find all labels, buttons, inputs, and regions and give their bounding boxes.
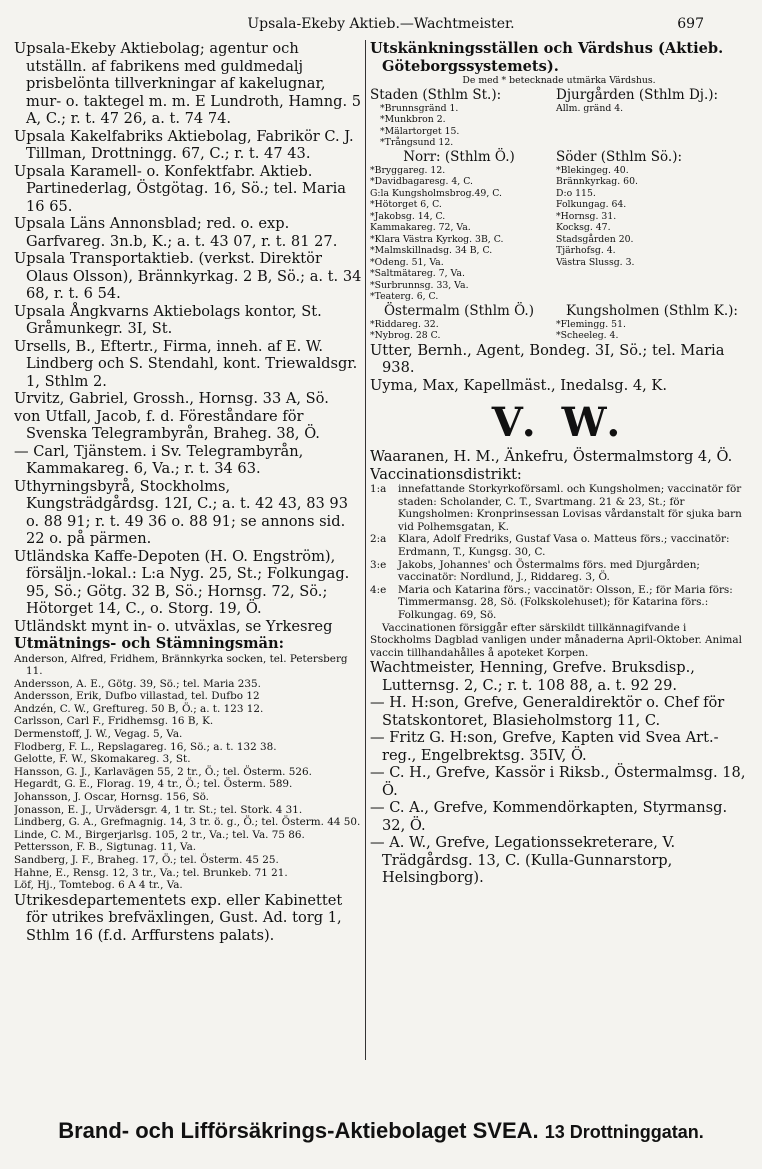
vaccination-district <box>370 483 748 533</box>
list-item: *Odeng. 51, Va. <box>370 256 444 268</box>
directory-entry: Utländskt mynt in- o. utväxlas, se Yrkesreg <box>14 617 333 635</box>
list-item: *Riddareg. 32. <box>370 318 439 330</box>
directory-entry: Uthyrningsbyrå, Stockholms, Kungsträdgårdsg. 12I, C.; a. t. 42 43, 83 93 o. 88 91; r. t. 49 36 o. 88 91; se annons sid. 22 o. på pärmen. <box>14 477 348 547</box>
staden-djurgarden-block <box>370 87 748 149</box>
vaccination-district <box>370 559 748 584</box>
utskank-title: Utskänkningsställen och Värdshus (Aktieb. Göteborgssystemets). <box>370 40 724 75</box>
list-item: — H. H:son, Grefve, Generaldirektör o. Chef för Statskontoret, Blasieholmstorg 11, C. <box>370 694 725 729</box>
district-text: Jakobs, Johannes' och Östermalms förs. med Djurgården; vaccinatör: Nordlund, J., Riddareg. 3, Ö. <box>398 558 700 584</box>
district-number: 4:e <box>370 583 387 596</box>
ostermalm-heading: Östermalm (Sthlm Ö.) <box>383 302 534 319</box>
section-heading-vw: V. W. <box>491 399 627 446</box>
list-item: G:la Kungsholmsbrog.49, C. <box>370 187 502 199</box>
entry-waaranen: Waaranen, H. M., Änkefru, Östermalmstorg 4, Ö. <box>370 448 733 465</box>
list-item: — C. A., Grefve, Kommendörkapten, Styrmansg. 32, Ö. <box>370 799 728 834</box>
directory-entry: — Carl, Tjänstem. i Sv. Telegrambyrån, Kammakareg. 6, Va.; r. t. 34 63. <box>14 442 304 477</box>
list-item: Tjärhofsg. 4. <box>556 245 616 256</box>
directory-entry: Gelotte, F. W., Skomakareg. 3, St. <box>14 753 191 766</box>
vaccination-district <box>370 584 748 622</box>
directory-entry: Utländska Kaffe-Depoten (H. O. Engström), försäljn.-lokal.: L:a Nyg. 25, St.; Folkungag. 95, Sö.; Götg. 32 B, Sö.; Hornsg. 72, Sö.; Hötorget 14, C., o. Storg. 19, Ö. <box>14 547 350 617</box>
ostermalm-kungsholmen-block <box>370 303 748 342</box>
list-item: *Saltmätareg. 7, Va. <box>370 268 465 279</box>
list-item: Allm. gränd 4. <box>556 102 624 114</box>
wachtmeister-entries <box>370 659 748 887</box>
directory-entry: Upsala Karamell- o. Konfektfabr. Aktieb. Partinederlag, Östgötag. 16, Sö.; tel. Maria 16 65. <box>14 162 346 215</box>
utskank-note: De med * betecknade utmärka Värdshus. <box>462 75 656 86</box>
list-item: *Teaterg. 6, C. <box>370 291 439 302</box>
page-header <box>0 16 762 38</box>
vaccination-district <box>370 533 748 558</box>
left-column <box>14 40 362 944</box>
list-item: Västra Slussg. 3. <box>556 256 635 268</box>
directory-entry: Upsala-Ekeby Aktiebolag; agentur och utställn. af fabrikens med guldmedalj prisbelönta tillverkningar af kakelugnar, mur- o. taktegel m. m. E Lundroth, Hamng. 5 A, C.; r. t. 47 26, a. t. 74 74. <box>14 40 362 127</box>
directory-entry: Hahne, E., Rensg. 12, 3 tr., Va.; tel. Brunkeb. 71 21. <box>14 866 288 879</box>
list-item: *Davidbagaresg. 4, C. <box>370 176 473 187</box>
list-item: *Hornsg. 31. <box>556 210 617 222</box>
directory-entry: Jonasson, E. J., Urvädersgr. 4, 1 tr. St.; tel. Stork. 4 31. <box>14 803 303 816</box>
list-item: *Blekingeg. 40. <box>556 164 629 176</box>
list-item: *Hötorget 6, C. <box>370 199 442 210</box>
directory-entry: Flodberg, F. L., Repslagareg. 16, Sö.; a. t. 132 38. <box>14 740 277 753</box>
district-text: innefattande Storkyrkoförsaml. och Kungsholmen; vaccinatör för staden: Scholander, C. T., Svartmang. 21 & 23, St.; för Kungsholmen: Kronprinsessan Lovisas vårdanstalt för sjuka barn vid Polhemsgatan, K. <box>398 483 742 533</box>
directory-entry: Carlsson, Carl F., Fridhemsg. 16 B, K. <box>14 715 214 728</box>
ostermalm-list <box>370 319 548 342</box>
directory-entry: Hansson, G. J., Karlavägen 55, 2 tr., Ö.; tel. Österm. 526. <box>14 765 312 778</box>
directory-entry: Andersson, Erik, Dufbo villastad, tel. Dufbo 12 <box>14 690 260 703</box>
soder-heading: Söder (Sthlm Sö.): <box>556 148 683 165</box>
directory-entry: Upsala Läns Annonsblad; red. o. exp. Garfvareg. 3n.b, K.; a. t. 43 07, r. t. 81 27. <box>14 215 338 250</box>
list-item: Wachtmeister, Henning, Grefve. Bruksdisp., Lutternsg. 2, C.; r. t. 108 88, a. t. 92 29. <box>370 659 695 694</box>
advert-address: 13 Drottninggatan. <box>544 1122 704 1142</box>
u-entries <box>370 342 748 395</box>
list-item: *Surbrunnsg. 33, Va. <box>370 279 469 291</box>
directory-entry: Upsala Transportaktieb. (verkst. Direktör Olaus Olsson), Brännkyrkag. 2 B, Sö.; a. t. 34 68, r. t. 6 54. <box>14 250 362 302</box>
staden-heading: Staden (Sthlm St.): <box>370 86 502 103</box>
list-item: *Mälartorget 15. <box>380 125 460 137</box>
directory-entry: von Utfall, Jacob, f. d. Föreståndare för Svenska Telegrambyrån, Braheg. 38, Ö. <box>14 407 320 442</box>
list-item: *Scheeleg. 4. <box>556 330 619 341</box>
list-item: — C. H., Grefve, Kassör i Riksb., Östermalmsg. 18, Ö. <box>370 764 746 799</box>
district-number: 2:a <box>370 533 387 546</box>
right-column <box>370 40 748 887</box>
district-text: Maria och Katarina förs.; vaccinatör: Olsson, E.; för Maria förs: Timmermansg. 28, Sö. (Folkskolehuset); för Katarina förs.: Folkungag. 69, Sö. <box>398 583 733 621</box>
directory-entry: Sandberg, J. F., Braheg. 17, Ö.; tel. Österm. 45 25. <box>14 854 279 866</box>
vaccination-heading: Vaccinationsdistrikt: <box>370 465 522 483</box>
vaccination-districts <box>370 483 748 622</box>
directory-entry: Utrikesdepartementets exp. eller Kabinettet för utrikes brefväxlingen, Gust. Ad. torg 1, Sthlm 16 (f.d. Arffurstens palats). <box>14 891 343 944</box>
list-item: Stadsgården 20. <box>556 233 634 245</box>
list-item: Utter, Bernh., Agent, Bondeg. 3I, Sö.; tel. Maria 938. <box>370 341 725 376</box>
list-item: — Fritz G. H:son, Grefve, Kapten vid Svea Art.-reg., Engelbrektsg. 35IV, Ö. <box>370 729 719 764</box>
list-item: *Bryggareg. 12. <box>370 164 446 176</box>
list-item: *Flemingg. 51. <box>556 318 626 330</box>
directory-entry: Upsala Kakelfabriks Aktiebolag, Fabrikör C. J. Tillman, Drottningg. 67, C.; r. t. 47 43. <box>14 127 354 162</box>
directory-entry: Utmätnings- och Stämningsmän: <box>14 635 284 652</box>
directory-entry: Linde, C. M., Birgerjarlsg. 105, 2 tr., Va.; tel. Va. 75 86. <box>14 828 305 841</box>
directory-entry: Dermenstoff, J. W., Vegag. 5, Va. <box>14 728 183 741</box>
kungsholmen-heading: Kungsholmen (Sthlm K.): <box>566 302 738 319</box>
djurgarden-heading: Djurgården (Sthlm Dj.): <box>556 86 719 103</box>
list-item: *Malmskillnadsg. 34 B, C. <box>370 245 493 256</box>
directory-entry: Andersson, A. E., Götg. 39, Sö.; tel. Maria 235. <box>14 677 261 690</box>
directory-entry: Urvitz, Gabriel, Grossh., Hornsg. 33 A, Sö. <box>14 390 329 407</box>
norr-soder-block <box>370 149 748 303</box>
list-item: Uyma, Max, Kapellmäst., Inedalsg. 4, K. <box>370 376 667 394</box>
list-item: *Nybrog. 28 C. <box>370 330 441 341</box>
list-item: Brännkyrkag. 60. <box>556 176 638 187</box>
directory-entry: Pettersson, F. B., Sigtunag. 11, Va. <box>14 841 197 854</box>
list-item: *Brunnsgränd 1. <box>380 102 459 114</box>
staden-list <box>370 103 548 149</box>
list-item: — A. W., Grefve, Legationssekreterare, V. Trädgårdsg. 13, C. (Kulla-Gunnarstorp, Helsingborg). <box>370 834 676 887</box>
directory-entry: Upsala Ångkvarns Aktiebolags kontor, St. Gråmunkegr. 3I, St. <box>14 302 322 337</box>
directory-entry: Hegardt, G. E., Florag. 19, 4 tr., Ö.; tel. Österm. 589. <box>14 778 293 791</box>
district-number: 1:a <box>370 483 387 495</box>
district-text: Klara, Adolf Fredriks, Gustaf Vasa o. Matteus förs.; vaccinatör: Erdmann, T., Kungsg. 30, C. <box>398 533 730 558</box>
list-item: D:o 115. <box>556 187 596 199</box>
list-item: *Trångsund 12. <box>380 137 454 148</box>
list-item: *Klara Västra Kyrkog. 3B, C. <box>370 233 504 245</box>
vaccination-note: Vaccinationen försiggår efter särskildt tillkännagifvande i Stockholms Dagblad vanligen under månaderna April-Oktober. Animal vaccin tillhandahålles å apoteket Korpen. <box>370 621 742 659</box>
list-item: Kocksg. 47. <box>556 222 611 233</box>
directory-entry: Ursells, B., Eftertr., Firma, inneh. af E. W. Lindberg och S. Stendahl, kont. Triewaldsgr. 1, Sthlm 2. <box>14 337 358 390</box>
soder-list <box>556 165 748 269</box>
list-item: *Munkbron 2. <box>380 114 446 125</box>
djurgarden-list <box>556 103 748 115</box>
directory-entry: Anderson, Alfred, Fridhem, Brännkyrka socken, tel. Petersberg 11. <box>14 652 348 678</box>
directory-entry: Andzén, C. W., Greftureg. 50 B, Ö.; a. t. 123 12. <box>14 702 264 715</box>
norr-list <box>370 165 548 303</box>
list-item: Kammakareg. 72, Va. <box>370 222 471 233</box>
advertisement-footer <box>0 1118 762 1144</box>
running-title: Upsala-Ekeby Aktieb.—Wachtmeister. <box>247 16 515 32</box>
page-number: 697 <box>677 16 704 32</box>
directory-entry: Johansson, J. Oscar, Hornsg. 156, Sö. <box>14 791 209 804</box>
list-item: Folkungag. 64. <box>556 199 627 210</box>
kungsholmen-list <box>556 319 748 342</box>
norr-heading: Norr: (Sthlm Ö.) <box>403 148 515 165</box>
column-divider <box>365 40 366 1060</box>
list-item: *Jakobsg. 14, C. <box>370 210 446 222</box>
advert-main: Brand- och Lifförsäkrings-Aktiebolaget SVEA. <box>58 1118 539 1143</box>
directory-entry: Löf, Hj., Tomtebog. 6 A 4 tr., Va. <box>14 879 183 892</box>
district-number: 3:e <box>370 558 387 571</box>
directory-entry: Lindberg, G. A., Grefmagnig. 14, 3 tr. ö. g., Ö.; tel. Österm. 44 50. <box>14 816 361 829</box>
